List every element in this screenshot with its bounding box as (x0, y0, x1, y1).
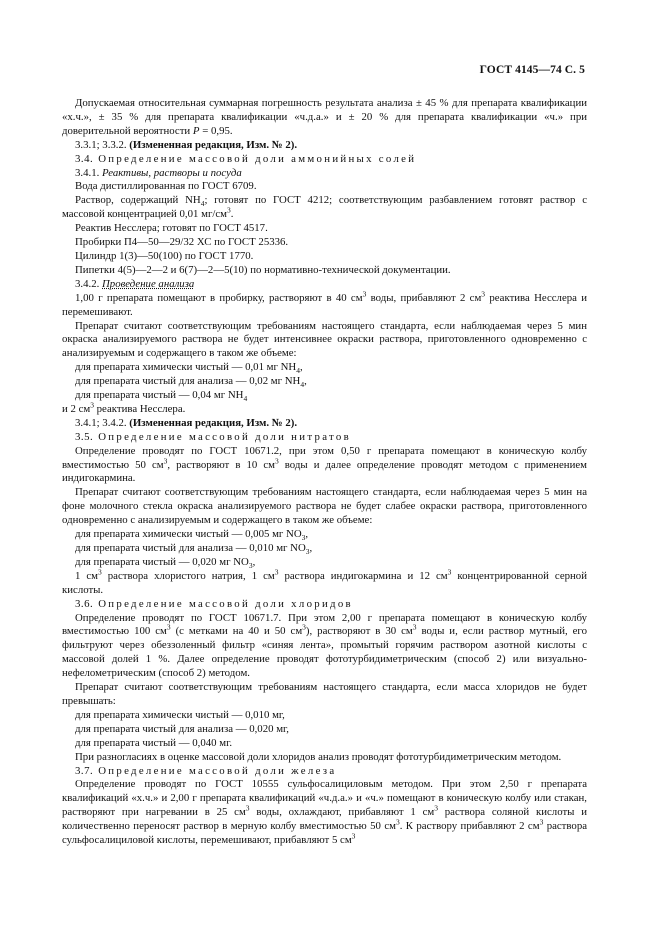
nitrate-reagents: 1 $см^3$ раствора хлористого натрия, 1 $см^3$ раствора индигокармина и 12 $см^3$ концентрированной серной кислоты. (62, 567, 587, 596)
ammonium-procedure: 1,00 г препарата помещают в пробирку, растворяют в 40 $см^3$ воды, прибавляют 2 $см^3$ реактива Несслера и перемешивают. (62, 289, 587, 318)
page-header: ГОСТ 4145—74 С. 5 (479, 64, 585, 76)
chloride-limit-item: для препарата чистый — 0,040 мг. (75, 736, 233, 749)
section-3-6-heading: 3.6. Определение массовой доли хлоридов (75, 597, 353, 610)
chloride-criteria: Препарат считают соответствующим требованиям настоящего стандарта, если масса хлоридов не будет превышать: (62, 681, 587, 707)
ammonium-limit-item: для препарата химически чистый — 0,01 мг $NH_4$, (75, 361, 303, 376)
ammonium-criteria: Препарат считают соответствующим требованиям настоящего стандарта, если наблюдаемая через 5 мин окраска анализируемого раствора не будет интенсивнее окраски раствора, приготовленного одновременно с анализируемым и содержащего в таком же объеме: (62, 319, 587, 360)
document-body (62, 97, 587, 848)
reagent-water: Вода дистиллированная по ГОСТ 6709. (75, 180, 257, 193)
chloride-limit-item: для препарата чистый для анализа — 0,020 мг, (75, 722, 289, 735)
nitrate-limit-item: для препарата химически чистый — 0,005 мг $NO_3$, (75, 528, 309, 543)
ammonium-tail: и 2 $см^3$ реактива Несслера. (62, 400, 186, 415)
reagent-nh4-solution: Раствор, содержащий $NH_4$; готовят по ГОСТ 4212; соответствующим разбавлением готовят раствор с массовой концентрацией 0,01 $мг/см^3$. (62, 194, 587, 221)
change-note-1: 3.3.1; 3.3.2. (Измененная редакция, Изм. № 2). (75, 138, 298, 151)
nitrate-procedure: Определение проводят по ГОСТ 10671.2, при этом 0,50 г препарата помещают в коническую колбу вместимостью 50 $см^3$, растворяют в 10 $см^3$ воды и далее определение проводят методом с применением индигокармина. (62, 444, 587, 485)
chloride-procedure: Определение проводят по ГОСТ 10671.7. При этом 2,00 г препарата помещают в коническую колбу вместимостью 100 $см^3$ (с метками на 40 и 50 $см^3$), растворяют в 30 $см^3$ воды и, если раствор мутный, его фильтруют через обеззоленный фильтр «синяя лента», промытый горячим раствором азотной кислоты с массовой долей 1 %. Далее определение проводят фототурбидиметрическим (способ 2) или визуально-нефелометрическим (способ 2) методом. (62, 611, 587, 680)
nitrate-criteria: Препарат считают соответствующим требованиям настоящего стандарта, если наблюдаемая через 5 мин на фоне молочного стекла окраска анализируемого раствора не будет слабее окраски раствора, приготовленного одновременно с анализируемым и содержащего в таком же объеме: (62, 486, 587, 527)
ammonium-limit-item: для препарата чистый для анализа — 0,02 мг $NH_4$, (75, 375, 307, 390)
section-3-5-heading: 3.5. Определение массовой доли нитратов (75, 430, 351, 443)
equipment-pipettes: Пипетки 4(5)—2—2 и 6(7)—2—5(10) по нормативно-технической документации. (75, 263, 451, 276)
nitrate-limit-item: для препарата чистый для анализа — 0,010 мг $NO_3$, (75, 542, 313, 557)
chloride-dispute-note: При разногласиях в оценке массовой доли хлоридов анализ проводят фототурбидиметрическим методом. (75, 750, 562, 763)
error-paragraph: Допускаемая относительная суммарная погрешность результата анализа ± 45 % для препарата квалификации «х.ч.», ± 35 % для препарата квалификации «ч.д.а.» и ± 20 % для препарата квалификации «ч.» при доверительной вероятности P = 0,95. (62, 97, 587, 137)
nitrate-limit-item: для препарата чистый — 0,020 мг $NO_3$, (75, 555, 256, 571)
equipment-cylinder: Цилиндр 1(3)—50(100) по ГОСТ 1770. (75, 249, 254, 262)
section-3-4-2-heading: 3.4.2. Проведение анализа (75, 277, 195, 290)
section-3-4-1-heading: 3.4.1. Реактивы, растворы и посуда (75, 166, 242, 179)
section-3-7-heading: 3.7. Определение массовой доли железа (75, 764, 337, 777)
ammonium-limit-item: для препарата чистый — 0,04 мг $NH_4$ (75, 389, 248, 404)
change-note-2: 3.4.1; 3.4.2. (Измененная редакция, Изм. № 2). (75, 416, 298, 429)
reagent-nessler: Реактив Несслера; готовят по ГОСТ 4517. (75, 222, 268, 235)
section-3-4-heading: 3.4. Определение массовой доли аммонийных солей (75, 152, 417, 165)
chloride-limit-item: для препарата химически чистый — 0,010 мг, (75, 708, 285, 721)
iron-procedure: Определение проводят по ГОСТ 10555 сульфосалициловым методом. При этом 2,50 г препарата квалификаций «х.ч.» и 2,00 г препарата квалификаций «ч.д.а.» и «ч.» помещают в коническую колбу или стакан, растворяют при нагревании в 25 $см^3$ воды, охлаждают, прибавляют 1 $см^3$ раствора соляной кислоты и количественно переносят раствор в мерную колбу вместимостью 50 $см^3$. К раствору прибавляют 2 $см^3$ раствора сульфосалициловой кислоты, перемешивают, прибавляют 5 $см^3$ (62, 778, 588, 847)
equipment-tubes: Пробирки П4—50—29/32 ХС по ГОСТ 25336. (75, 236, 289, 249)
